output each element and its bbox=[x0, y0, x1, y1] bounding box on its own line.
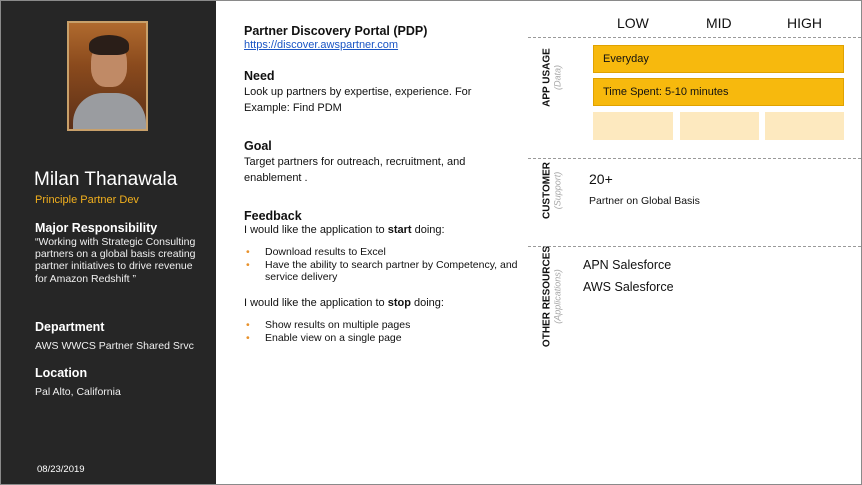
level-high: HIGH bbox=[787, 15, 822, 31]
customer-text: Partner on Global Basis bbox=[589, 195, 700, 207]
level-low: LOW bbox=[617, 15, 649, 31]
feedback-heading: Feedback bbox=[244, 209, 302, 223]
list-item: • Have the ability to search partner by Competency, and service delivery bbox=[244, 259, 519, 284]
stop-list bbox=[244, 319, 519, 344]
usage-bar-time-spent: Time Spent: 5-10 minutes bbox=[593, 78, 844, 106]
department-value: AWS WWCS Partner Shared Srvc bbox=[35, 340, 194, 352]
pale-bar-mid bbox=[680, 112, 759, 140]
profile-title: Principle Partner Dev bbox=[35, 194, 139, 206]
usage-bar-frequency: Everyday bbox=[593, 45, 844, 73]
document-date: 08/23/2019 bbox=[37, 464, 85, 475]
level-mid: MID bbox=[706, 15, 732, 31]
profile-name: Milan Thanawala bbox=[34, 169, 178, 190]
app-usage-label: APP USAGE (Data) bbox=[541, 48, 563, 107]
app-url-link[interactable]: https://discover.awspartner.com bbox=[244, 39, 399, 51]
divider bbox=[528, 37, 861, 38]
location-value: Pal Alto, California bbox=[35, 386, 121, 398]
start-list bbox=[244, 246, 519, 284]
list-item: • Enable view on a single page bbox=[244, 332, 519, 345]
feedback-start-intro: I would like the application to start doing: bbox=[244, 224, 445, 236]
app-title: Partner Discovery Portal (PDP) bbox=[244, 24, 428, 38]
resource-apn-salesforce: APN Salesforce bbox=[583, 258, 672, 272]
need-text: Look up partners by expertise, experience. For Example: Find PDM bbox=[244, 86, 472, 114]
divider bbox=[528, 246, 861, 247]
major-responsibility-heading: Major Responsibility bbox=[35, 221, 158, 235]
pale-bar-low bbox=[593, 112, 673, 140]
location-heading: Location bbox=[35, 366, 88, 380]
major-responsibility-text: “Working with Strategic Consulting partners on a global basis creating partner initiatives to drive revenue for Amazon Redshift ” bbox=[35, 236, 196, 285]
list-item: • Download results to Excel bbox=[244, 246, 519, 259]
goal-heading: Goal bbox=[244, 139, 272, 153]
need-heading: Need bbox=[244, 69, 275, 83]
resource-aws-salesforce: AWS Salesforce bbox=[583, 280, 674, 294]
profile-sidebar bbox=[1, 1, 216, 484]
pale-bar-high bbox=[765, 112, 844, 140]
divider bbox=[528, 158, 861, 159]
avatar bbox=[67, 21, 148, 131]
list-item: • Show results on multiple pages bbox=[244, 319, 519, 332]
other-resources-label: OTHER RESOURCES (Applications) bbox=[541, 245, 563, 348]
goal-text: Target partners for outreach, recruitment, and enablement . bbox=[244, 156, 466, 184]
feedback-stop-intro: I would like the application to stop doing: bbox=[244, 297, 444, 309]
department-heading: Department bbox=[35, 320, 105, 334]
customer-label: CUSTOMER (Support) bbox=[541, 161, 563, 220]
customer-count: 20+ bbox=[589, 171, 613, 187]
